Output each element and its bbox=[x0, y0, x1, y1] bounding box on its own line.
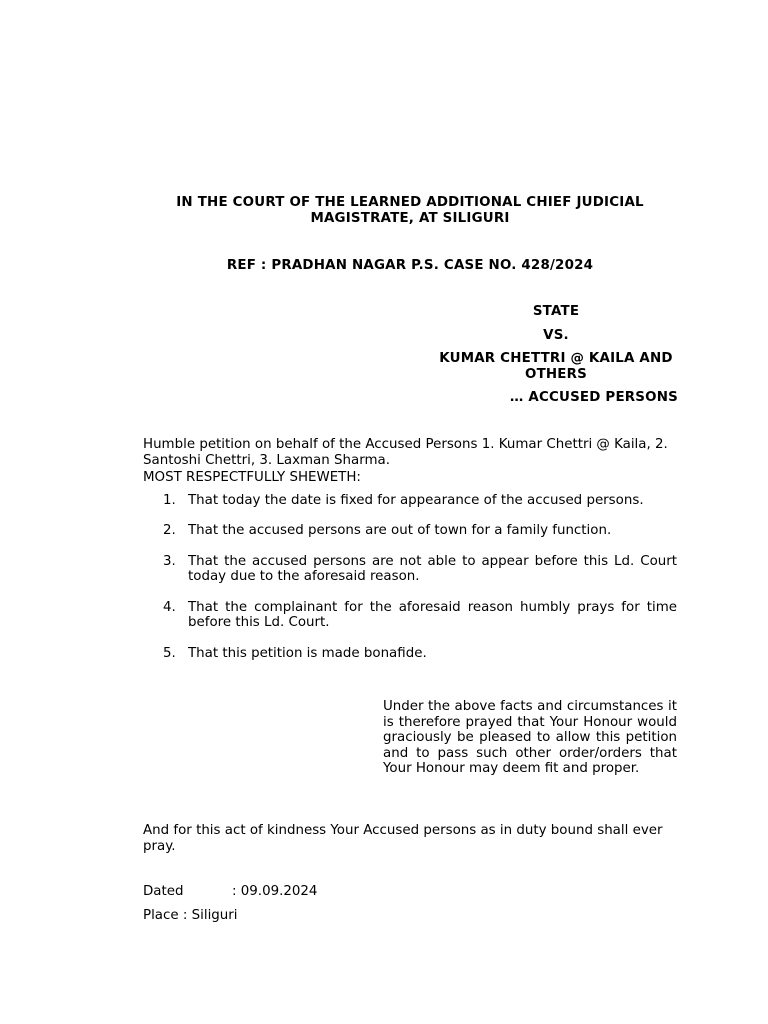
list-item-number: 5. bbox=[163, 645, 176, 661]
list-item bbox=[143, 493, 677, 509]
list-item-text: That the accused persons are not able to appear before this Ld. Court today due to the aforesaid reason. bbox=[188, 553, 677, 584]
list-item-number: 2. bbox=[163, 523, 176, 538]
dated-line bbox=[143, 884, 443, 900]
list-item-text: That the complainant for the aforesaid reason humbly prays for time before this Ld. Court. bbox=[188, 599, 677, 630]
list-item-number: 3. bbox=[163, 553, 176, 569]
petition-points bbox=[143, 493, 677, 662]
dated-value: : 09.09.2024 bbox=[232, 884, 318, 899]
petition-sheweth: MOST RESPECTFULLY SHEWETH: bbox=[143, 470, 361, 485]
party-accused-name: KUMAR CHETTRI @ KAILA AND OTHERS bbox=[439, 351, 673, 382]
dated-label: Dated bbox=[143, 884, 184, 899]
petition-body bbox=[143, 437, 677, 661]
list-item bbox=[143, 600, 677, 631]
party-accused-tag: … ACCUSED PERSONS bbox=[509, 390, 678, 405]
prayer-paragraph: Under the above facts and circumstances it is therefore prayed that Your Honour would graciously be pleased to allow this petition and to pass such other order/orders that Your Honour may deem fit and proper. bbox=[383, 699, 677, 776]
party-state: STATE bbox=[532, 304, 580, 319]
case-reference: REF : PRADHAN NAGAR P.S. CASE NO. 428/2024 bbox=[226, 258, 594, 273]
list-item bbox=[143, 554, 677, 585]
closing-paragraph: And for this act of kindness Your Accused persons as in duty bound shall ever pray. bbox=[143, 823, 663, 854]
place-line: Place : Siliguri bbox=[143, 908, 238, 923]
parties-block bbox=[436, 304, 678, 406]
petition-intro: Humble petition on behalf of the Accused Persons 1. Kumar Chettri @ Kaila, 2. Santoshi Chettri, 3. Laxman Sharma. bbox=[143, 437, 668, 468]
list-item bbox=[143, 646, 677, 662]
list-item-text: That this petition is made bonafide. bbox=[188, 645, 427, 661]
list-item bbox=[143, 523, 677, 539]
list-item-text: That today the date is fixed for appearance of the accused persons. bbox=[188, 492, 644, 508]
court-heading: IN THE COURT OF THE LEARNED ADDITIONAL CHIEF JUDICIAL MAGISTRATE, AT SILIGURI bbox=[176, 195, 644, 226]
list-item-number: 4. bbox=[163, 599, 176, 615]
list-item-number: 1. bbox=[163, 492, 176, 508]
party-versus: VS. bbox=[543, 327, 569, 343]
list-item-text: That the accused persons are out of town for a family function. bbox=[188, 523, 612, 538]
